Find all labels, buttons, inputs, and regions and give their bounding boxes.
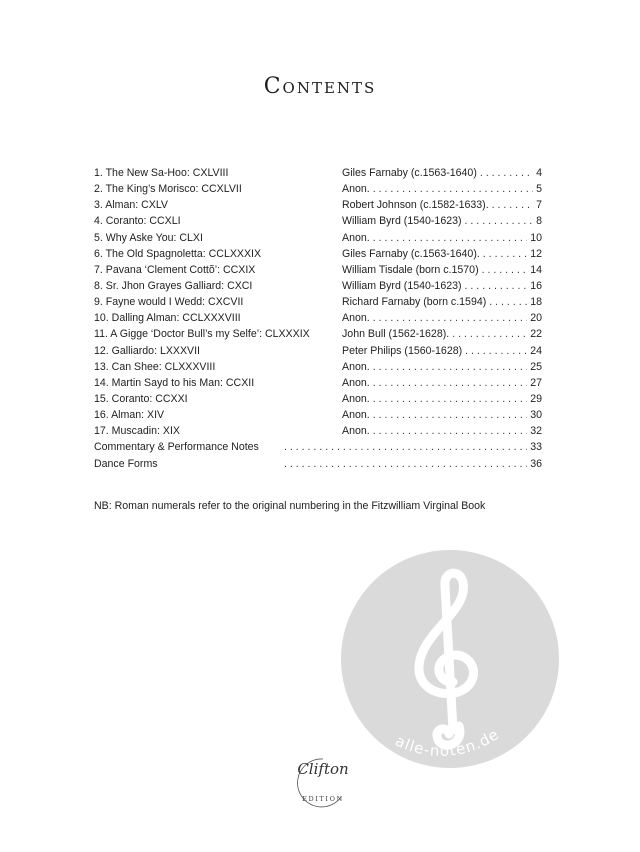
dot-leader: [489, 294, 527, 310]
clifton-edition-logo: [283, 755, 363, 815]
footnote: NB: Roman numerals refer to the original numbering in the Fitzwilliam Virginal Book: [94, 500, 486, 512]
entry-right: [342, 343, 542, 359]
entry-title: 3. Alman: CXLV: [94, 199, 168, 212]
dot-leader: [373, 375, 528, 391]
dot-leader: [373, 230, 528, 246]
entry-composer: Richard Farnaby (born c.1594): [342, 296, 487, 309]
entry-composer: Peter Philips (1560-1628): [342, 344, 463, 357]
entry-composer: Giles Farnaby (c.1563-1640).: [342, 247, 480, 260]
entry-composer: William Tisdale (born c.1570): [342, 263, 479, 276]
entry-composer: Giles Farnaby (c.1563-1640): [342, 167, 477, 179]
entry-title: 17. Muscadin: XIX: [94, 425, 180, 438]
toc-entry: [94, 456, 542, 472]
entry-title: 14. Martin Sayd to his Man: CCXII: [94, 376, 255, 389]
entry-title: 9. Fayne would I Wedd: CXCVII: [94, 296, 244, 309]
entry-page-number: 12: [530, 247, 542, 260]
entry-page-number: 10: [530, 231, 542, 244]
entry-title: 8. Sr. Jhon Grayes Galliard: CXCI: [94, 279, 253, 292]
treble-clef-watermark-icon: [341, 550, 559, 768]
entry-title: 4. Coranto: CCXLI: [94, 215, 181, 228]
entry-page-number: 30: [530, 409, 542, 422]
entry-right: [342, 278, 542, 294]
entry-right: [342, 197, 542, 213]
entry-title: 11. A Gigge ‘Doctor Bull’s my Selfe’: CLXXXIX: [94, 328, 310, 341]
entry-page-number: 7: [536, 199, 542, 212]
entry-right: [94, 456, 542, 472]
dot-leader: [452, 326, 527, 342]
dot-leader: [373, 181, 533, 197]
entry-right: [342, 294, 542, 310]
entry-page-number: 16: [530, 279, 542, 292]
entry-page-number: 27: [530, 376, 542, 389]
entry-composer: Anon.: [342, 312, 370, 325]
entry-page-number: 8: [536, 215, 542, 228]
entry-right: [342, 423, 542, 439]
dot-leader: [284, 439, 527, 455]
entry-right: [342, 359, 542, 375]
toc-entry: [94, 439, 542, 455]
toc-entry: [94, 181, 542, 197]
entry-title: Dance Forms: [94, 457, 158, 470]
entry-page-number: 14: [530, 263, 542, 276]
entry-page-number: 33: [530, 441, 542, 454]
entry-composer: William Byrd (1540-1623): [342, 279, 462, 292]
entry-title: 2. The King’s Morisco: CCXLVII: [94, 183, 242, 196]
logo-subtitle: EDITION: [302, 795, 344, 803]
toc-entry: [94, 197, 542, 213]
toc-entry: [94, 294, 542, 310]
dot-leader: [492, 197, 533, 213]
entry-title: 1. The New Sa-Hoo: CXLVIII: [94, 167, 229, 179]
entry-right: [342, 181, 542, 197]
entry-title: 7. Pavana ‘Clement Cottõ’: CCXIX: [94, 263, 256, 276]
entry-composer: Robert Johnson (c.1582-1633).: [342, 199, 489, 212]
entry-right: [342, 375, 542, 391]
entry-title: 5. Why Aske You: CLXI: [94, 231, 203, 244]
entry-page-number: 4: [536, 167, 542, 179]
entry-composer: Anon.: [342, 425, 370, 438]
dot-leader: [465, 278, 528, 294]
entry-title: 12. Galliardo: LXXXVII: [94, 344, 200, 357]
toc-entry: [94, 423, 542, 439]
entry-composer: Anon.: [342, 409, 370, 422]
toc-entry: [94, 262, 542, 278]
entry-page-number: 29: [530, 392, 542, 405]
entry-page-number: 36: [530, 457, 542, 470]
entry-right: [342, 391, 542, 407]
entry-page-number: 25: [530, 360, 542, 373]
toc-entry: [94, 310, 542, 326]
dot-leader: [480, 165, 533, 181]
entry-composer: John Bull (1562-1628).: [342, 328, 450, 341]
entry-page-number: 24: [530, 344, 542, 357]
entry-right: [342, 407, 542, 423]
dot-leader: [284, 456, 527, 472]
entry-composer: Anon.: [342, 360, 370, 373]
dot-leader: [373, 310, 528, 326]
logo-word: Clifton: [297, 760, 349, 778]
toc-entry: [94, 326, 542, 342]
table-of-contents: [94, 165, 542, 472]
entry-right: [342, 230, 542, 246]
toc-entry: [94, 213, 542, 229]
dot-leader: [483, 246, 527, 262]
toc-entry: [94, 246, 542, 262]
dot-leader: [373, 423, 528, 439]
dot-leader: [373, 359, 528, 375]
toc-entry: [94, 230, 542, 246]
dot-leader: [465, 213, 534, 229]
entry-right: [342, 262, 542, 278]
entry-right: [94, 439, 542, 455]
entry-right: [342, 213, 542, 229]
entry-right: [342, 246, 542, 262]
entry-page-number: 18: [530, 296, 542, 309]
entry-right: [342, 165, 542, 181]
entry-title: 6. The Old Spagnoletta: CCLXXXIX: [94, 247, 262, 260]
entry-composer: William Byrd (1540-1623): [342, 215, 462, 228]
entry-composer: Anon.: [342, 183, 370, 196]
dot-leader: [482, 262, 528, 278]
toc-entry: [94, 359, 542, 375]
toc-entry: [94, 165, 542, 181]
entry-page-number: 5: [536, 183, 542, 196]
toc-entry: [94, 407, 542, 423]
entry-right: [342, 326, 542, 342]
entry-title: 13. Can Shee: CLXXXVIII: [94, 360, 216, 373]
entry-page-number: 20: [530, 312, 542, 325]
dot-leader: [465, 343, 527, 359]
entry-title: 16. Alman: XIV: [94, 409, 165, 422]
entry-title: Commentary & Performance Notes: [94, 441, 259, 454]
toc-entry: [94, 391, 542, 407]
toc-entry: [94, 375, 542, 391]
entry-title: 15. Coranto: CCXXI: [94, 392, 188, 405]
entry-composer: Anon.: [342, 376, 370, 389]
entry-composer: Anon.: [342, 392, 370, 405]
entry-title: 10. Dalling Alman: CCLXXXVIII: [94, 312, 241, 325]
toc-entry: [94, 278, 542, 294]
entry-page-number: 32: [530, 425, 542, 438]
entry-page-number: 22: [530, 328, 542, 341]
dot-leader: [373, 391, 528, 407]
toc-entry: [94, 343, 542, 359]
watermark-text: alle-noten.de: [392, 724, 503, 761]
entry-right: [342, 310, 542, 326]
entry-composer: Anon.: [342, 231, 370, 244]
dot-leader: [373, 407, 528, 423]
page-title: Contents: [263, 74, 377, 99]
